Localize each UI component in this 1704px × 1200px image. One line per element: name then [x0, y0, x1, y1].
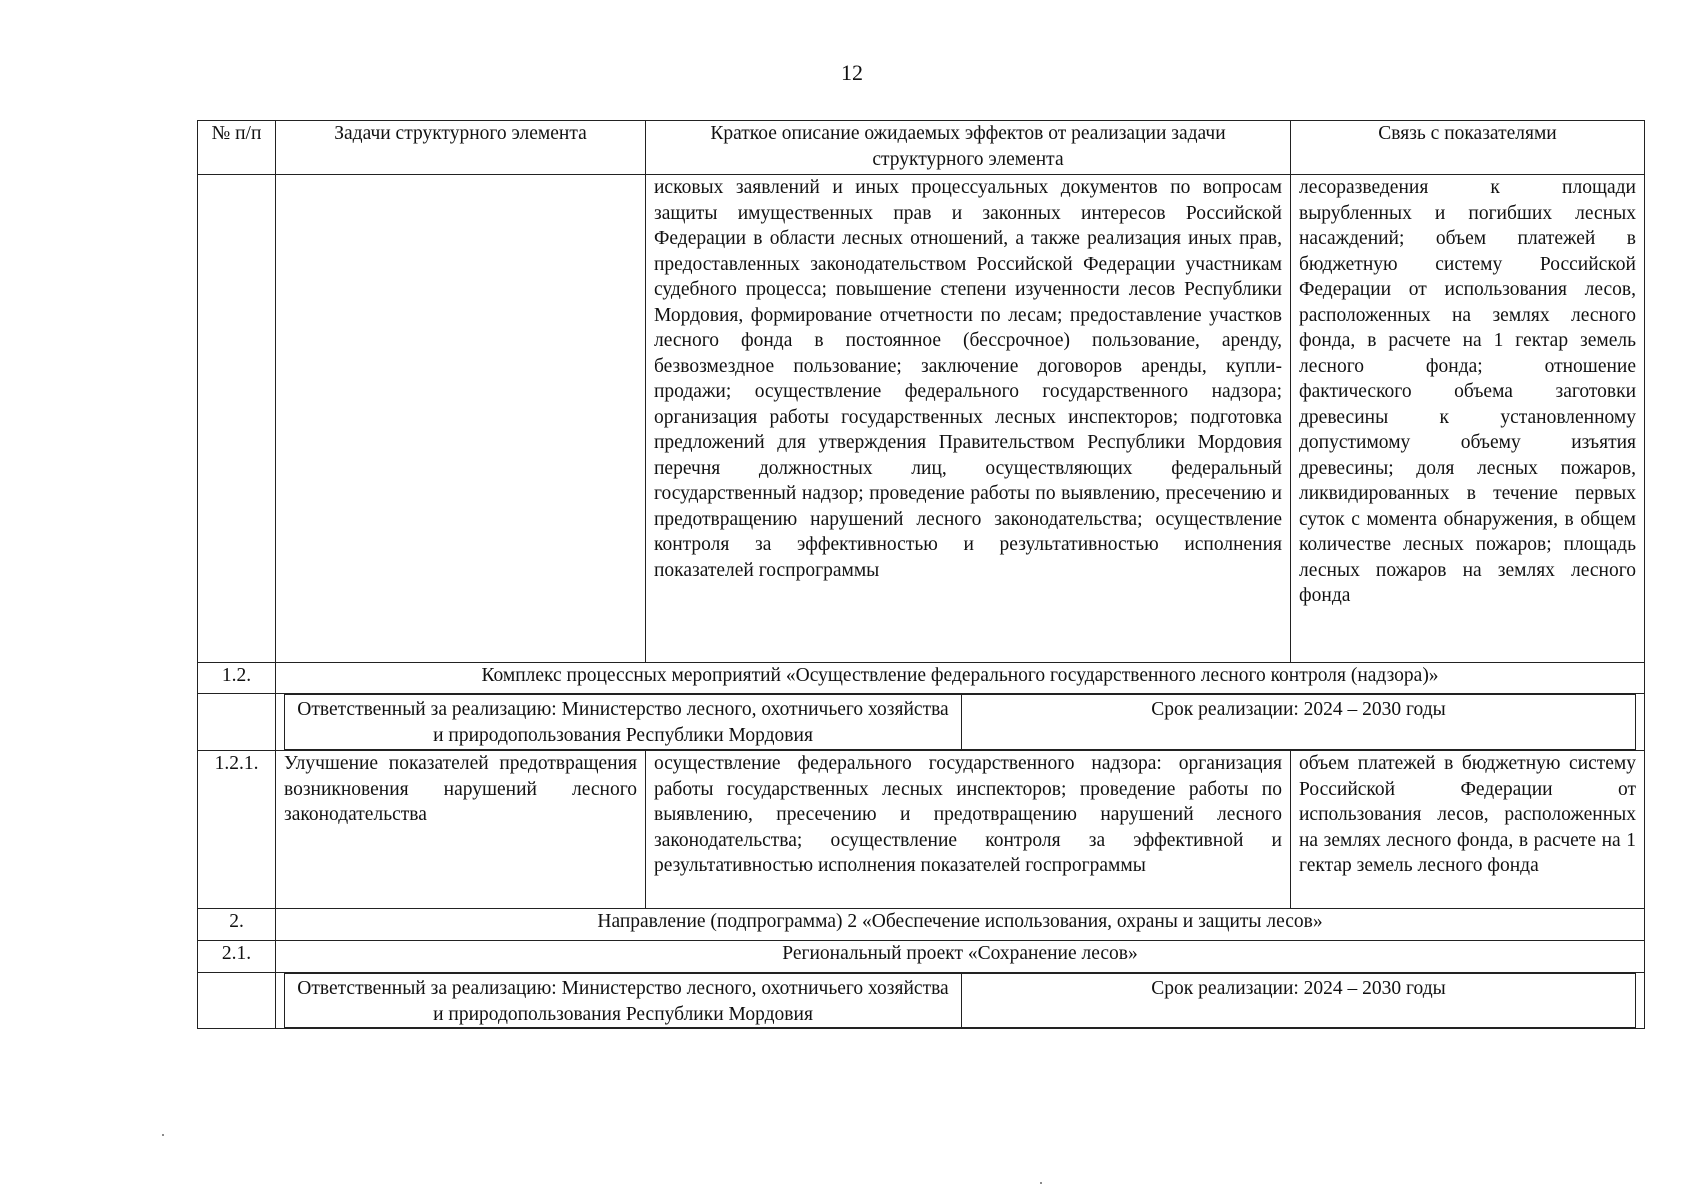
table-row-continuation	[198, 175, 1645, 663]
table-row-1-2	[198, 663, 1645, 694]
table-row-1-2-responsible	[198, 694, 1645, 751]
row-1-2-1-effects: осуществление федерального государственного надзора: организация работы государственных лесных инспекторов; проведение работы по выявлению, пресечению и предотвращению нарушений лесного законодательства; осуществление контроля за эффективной и результативностью исполнения показателей госпрограммы	[646, 751, 1291, 909]
row-2-1-responsible: Ответственный за реализацию: Министерство лесного, охотничьего хозяйства и природопользования Республики Мордовия	[285, 974, 962, 1028]
row-2-1-empty-num	[198, 973, 276, 1029]
table-row-2-1	[198, 941, 1645, 973]
table-row-2-1-responsible	[198, 973, 1645, 1029]
program-table	[197, 120, 1645, 1029]
row-2-1-period: Срок реализации: 2024 – 2030 годы	[962, 974, 1636, 1028]
scan-speck	[162, 1134, 164, 1136]
table-row-2	[198, 909, 1645, 941]
row-1-2-title: Комплекс процессных мероприятий «Осуществление федерального государственного лесного контроля (надзора)»	[276, 663, 1645, 694]
row-1-2-period: Срок реализации: 2024 – 2030 годы	[962, 695, 1636, 750]
table-header-row	[198, 121, 1645, 175]
header-tasks: Задачи структурного элемента	[276, 121, 646, 175]
row-2-num: 2.	[198, 909, 276, 941]
table-row-1-2-1	[198, 751, 1645, 909]
row-1-2-1-num: 1.2.1.	[198, 751, 276, 909]
header-effects: Краткое описание ожидаемых эффектов от реализации задачи структурного элемента	[646, 121, 1291, 175]
row-1-2-1-task: Улучшение показателей предотвращения возникновения нарушений лесного законодательства	[276, 751, 646, 909]
row-2-1-responsible-cell	[276, 973, 1645, 1029]
row-2-1-title: Региональный проект «Сохранение лесов»	[276, 941, 1645, 973]
row-1-2-num: 1.2.	[198, 663, 276, 694]
header-num: № п/п	[198, 121, 276, 175]
scan-speck	[1040, 1182, 1042, 1184]
row-2-title: Направление (подпрограмма) 2 «Обеспечение использования, охраны и защиты лесов»	[276, 909, 1645, 941]
cont-effects: исковых заявлений и иных процессуальных документов по вопросам защиты имущественных прав и законных интересов Российской Федерации в области лесных отношений, а также реализация иных прав, предоставленных законодательством Российской Федерации участникам судебного процесса; повышение степени изученности лесов Республики Мордовия, формирование отчетности по лесам; предоставление участков лесного фонда в постоянное (бессрочное) пользование, аренду, безвозмездное пользование; заключение договоров аренды, купли-продажи; осуществление федерального государственного надзора; организация работы государственных лесных инспекторов; подготовка предложений для утверждения Правительством Республики Мордовия перечня должностных лиц, осуществляющих федеральный государственный надзор; проведение работы по выявлению, пресечению и предотвращению нарушений лесного законодательства; осуществление контроля за эффективностью и результативностью исполнения показателей госпрограммы	[646, 175, 1291, 663]
row-2-1-num: 2.1.	[198, 941, 276, 973]
cont-indicators: лесоразведения к площади вырубленных и погибших лесных насаждений; объем платежей в бюджетную систему Российской Федерации от использования лесов, расположенных на землях лесного фонда, в расчете на 1 гектар земель лесного фонда; отношение фактического объема заготовки древесины к установленному допустимому объему изъятия древесины; доля лесных пожаров, ликвидированных в течение первых суток с момента обнаружения, в общем количестве лесных пожаров; площадь лесных пожаров на землях лесного фонда	[1291, 175, 1645, 663]
row-1-2-responsible-cell	[276, 694, 1645, 751]
header-indicators: Связь с показателями	[1291, 121, 1645, 175]
cont-task-cell	[276, 175, 646, 663]
row-1-2-responsible: Ответственный за реализацию: Министерство лесного, охотничьего хозяйства и природопользования Республики Мордовия	[285, 695, 962, 750]
page-number: 12	[841, 60, 863, 85]
row-1-2-empty-num	[198, 694, 276, 751]
row-1-2-1-indicators: объем платежей в бюджетную систему Российской Федерации от использования лесов, расположенных на землях лесного фонда, в расчете на 1 гектар земель лесного фонда	[1291, 751, 1645, 909]
cont-num-cell	[198, 175, 276, 663]
